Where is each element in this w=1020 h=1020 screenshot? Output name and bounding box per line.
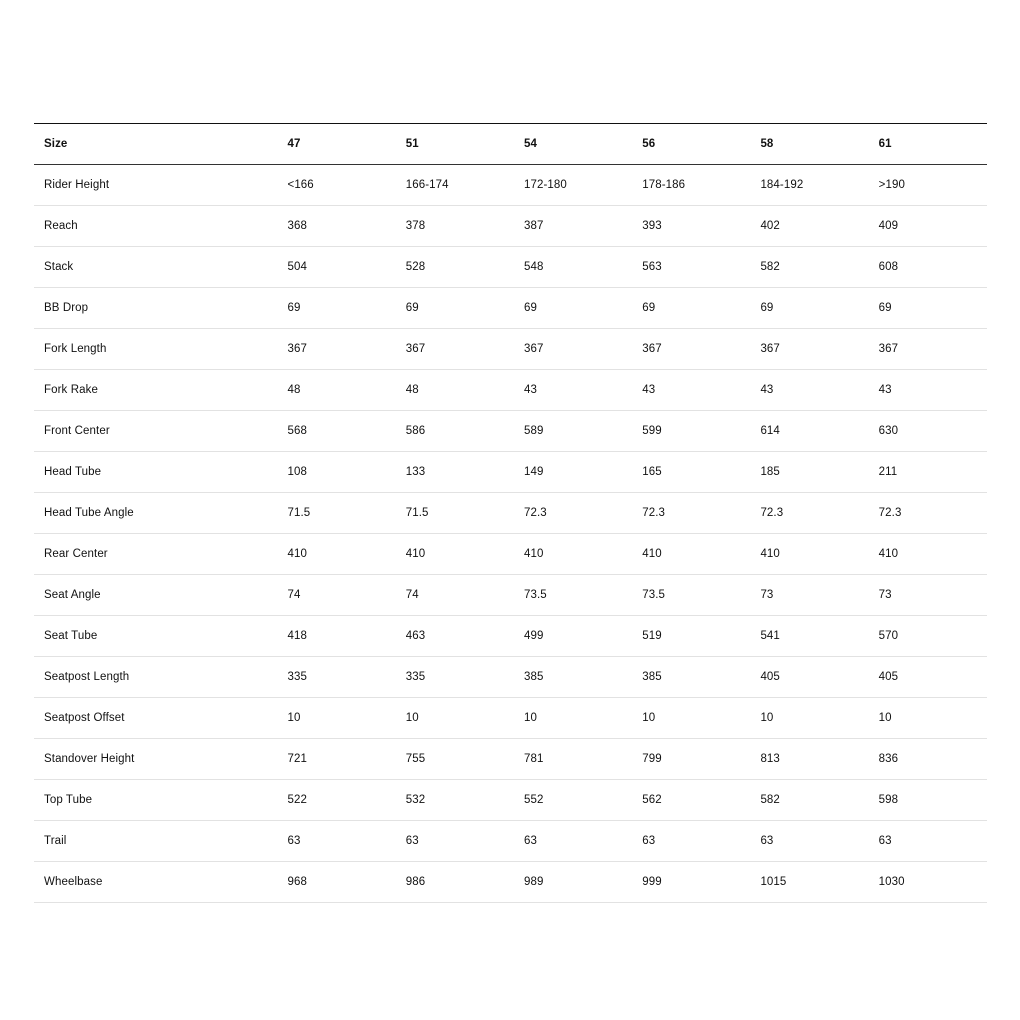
- value-cell: 367: [396, 329, 514, 370]
- table-row: [34, 247, 987, 288]
- table-row: [34, 657, 987, 698]
- row-label-cell: Fork Length: [34, 329, 278, 370]
- value-cell: 73.5: [632, 575, 750, 616]
- row-label-cell: Top Tube: [34, 780, 278, 821]
- value-cell: 367: [278, 329, 396, 370]
- value-cell: 986: [396, 862, 514, 903]
- value-cell: 367: [750, 329, 868, 370]
- value-cell: 608: [869, 247, 987, 288]
- value-cell: 48: [278, 370, 396, 411]
- table-row: [34, 534, 987, 575]
- header-cell-size-47: 47: [278, 124, 396, 165]
- value-cell: 10: [869, 698, 987, 739]
- value-cell: 968: [278, 862, 396, 903]
- table-row: [34, 862, 987, 903]
- value-cell: 405: [750, 657, 868, 698]
- header-cell-size-54: 54: [514, 124, 632, 165]
- table-row: [34, 288, 987, 329]
- row-label-cell: Stack: [34, 247, 278, 288]
- value-cell: 528: [396, 247, 514, 288]
- value-cell: 367: [632, 329, 750, 370]
- value-cell: 1015: [750, 862, 868, 903]
- value-cell: 165: [632, 452, 750, 493]
- value-cell: 402: [750, 206, 868, 247]
- value-cell: 532: [396, 780, 514, 821]
- row-label-cell: Head Tube: [34, 452, 278, 493]
- row-label-cell: Head Tube Angle: [34, 493, 278, 534]
- value-cell: 149: [514, 452, 632, 493]
- row-label-cell: Seat Tube: [34, 616, 278, 657]
- value-cell: 598: [869, 780, 987, 821]
- value-cell: 409: [869, 206, 987, 247]
- value-cell: 410: [632, 534, 750, 575]
- value-cell: 385: [632, 657, 750, 698]
- value-cell: 43: [632, 370, 750, 411]
- header-cell-size-58: 58: [750, 124, 868, 165]
- table-row: [34, 575, 987, 616]
- value-cell: 393: [632, 206, 750, 247]
- value-cell: 69: [869, 288, 987, 329]
- row-label-cell: Rear Center: [34, 534, 278, 575]
- geometry-table: [34, 123, 987, 903]
- value-cell: 367: [869, 329, 987, 370]
- row-label-cell: Fork Rake: [34, 370, 278, 411]
- table-row: [34, 698, 987, 739]
- value-cell: 836: [869, 739, 987, 780]
- table-row: [34, 411, 987, 452]
- value-cell: 1030: [869, 862, 987, 903]
- value-cell: 586: [396, 411, 514, 452]
- value-cell: 63: [514, 821, 632, 862]
- value-cell: 73: [869, 575, 987, 616]
- value-cell: 72.3: [750, 493, 868, 534]
- row-label-cell: Seat Angle: [34, 575, 278, 616]
- value-cell: 563: [632, 247, 750, 288]
- value-cell: 614: [750, 411, 868, 452]
- value-cell: 211: [869, 452, 987, 493]
- table-row: [34, 452, 987, 493]
- value-cell: 541: [750, 616, 868, 657]
- row-label-cell: Seatpost Length: [34, 657, 278, 698]
- value-cell: 172-180: [514, 165, 632, 206]
- header-row: [34, 124, 987, 165]
- value-cell: 799: [632, 739, 750, 780]
- row-label-cell: Wheelbase: [34, 862, 278, 903]
- table-body: [34, 165, 987, 903]
- value-cell: 522: [278, 780, 396, 821]
- row-label-cell: Reach: [34, 206, 278, 247]
- value-cell: 570: [869, 616, 987, 657]
- value-cell: 10: [514, 698, 632, 739]
- value-cell: 43: [514, 370, 632, 411]
- value-cell: 73: [750, 575, 868, 616]
- header-cell-size-61: 61: [869, 124, 987, 165]
- value-cell: 721: [278, 739, 396, 780]
- table-row: [34, 370, 987, 411]
- value-cell: 43: [869, 370, 987, 411]
- value-cell: >190: [869, 165, 987, 206]
- value-cell: 63: [396, 821, 514, 862]
- header-cell-size: Size: [34, 124, 278, 165]
- value-cell: 133: [396, 452, 514, 493]
- value-cell: 589: [514, 411, 632, 452]
- value-cell: 108: [278, 452, 396, 493]
- value-cell: 582: [750, 247, 868, 288]
- row-label-cell: Rider Height: [34, 165, 278, 206]
- value-cell: 185: [750, 452, 868, 493]
- value-cell: 184-192: [750, 165, 868, 206]
- table-row: [34, 493, 987, 534]
- value-cell: 63: [869, 821, 987, 862]
- value-cell: 599: [632, 411, 750, 452]
- value-cell: 367: [514, 329, 632, 370]
- header-cell-size-51: 51: [396, 124, 514, 165]
- value-cell: 69: [278, 288, 396, 329]
- value-cell: 43: [750, 370, 868, 411]
- header-cell-size-56: 56: [632, 124, 750, 165]
- value-cell: 10: [396, 698, 514, 739]
- table-row: [34, 616, 987, 657]
- value-cell: 755: [396, 739, 514, 780]
- value-cell: 410: [396, 534, 514, 575]
- value-cell: 568: [278, 411, 396, 452]
- value-cell: <166: [278, 165, 396, 206]
- value-cell: 69: [396, 288, 514, 329]
- value-cell: 74: [278, 575, 396, 616]
- table-row: [34, 329, 987, 370]
- value-cell: 499: [514, 616, 632, 657]
- value-cell: 504: [278, 247, 396, 288]
- value-cell: 562: [632, 780, 750, 821]
- value-cell: 10: [278, 698, 396, 739]
- value-cell: 989: [514, 862, 632, 903]
- value-cell: 335: [278, 657, 396, 698]
- value-cell: 999: [632, 862, 750, 903]
- value-cell: 387: [514, 206, 632, 247]
- value-cell: 781: [514, 739, 632, 780]
- value-cell: 71.5: [396, 493, 514, 534]
- value-cell: 74: [396, 575, 514, 616]
- value-cell: 552: [514, 780, 632, 821]
- value-cell: 410: [278, 534, 396, 575]
- row-label-cell: Trail: [34, 821, 278, 862]
- value-cell: 405: [869, 657, 987, 698]
- value-cell: 69: [514, 288, 632, 329]
- row-label-cell: Standover Height: [34, 739, 278, 780]
- value-cell: 69: [632, 288, 750, 329]
- value-cell: 10: [750, 698, 868, 739]
- value-cell: 166-174: [396, 165, 514, 206]
- row-label-cell: Front Center: [34, 411, 278, 452]
- value-cell: 630: [869, 411, 987, 452]
- value-cell: 72.3: [869, 493, 987, 534]
- geometry-table-container: [34, 123, 987, 903]
- value-cell: 582: [750, 780, 868, 821]
- row-label-cell: BB Drop: [34, 288, 278, 329]
- value-cell: 385: [514, 657, 632, 698]
- value-cell: 72.3: [632, 493, 750, 534]
- table-header: [34, 124, 987, 165]
- value-cell: 548: [514, 247, 632, 288]
- table-row: [34, 780, 987, 821]
- value-cell: 410: [750, 534, 868, 575]
- value-cell: 10: [632, 698, 750, 739]
- value-cell: 178-186: [632, 165, 750, 206]
- value-cell: 378: [396, 206, 514, 247]
- table-row: [34, 165, 987, 206]
- table-row: [34, 739, 987, 780]
- row-label-cell: Seatpost Offset: [34, 698, 278, 739]
- value-cell: 519: [632, 616, 750, 657]
- value-cell: 63: [278, 821, 396, 862]
- value-cell: 73.5: [514, 575, 632, 616]
- value-cell: 63: [632, 821, 750, 862]
- value-cell: 418: [278, 616, 396, 657]
- value-cell: 368: [278, 206, 396, 247]
- table-row: [34, 821, 987, 862]
- value-cell: 813: [750, 739, 868, 780]
- value-cell: 410: [869, 534, 987, 575]
- value-cell: 335: [396, 657, 514, 698]
- value-cell: 69: [750, 288, 868, 329]
- table-row: [34, 206, 987, 247]
- value-cell: 72.3: [514, 493, 632, 534]
- value-cell: 71.5: [278, 493, 396, 534]
- value-cell: 463: [396, 616, 514, 657]
- value-cell: 410: [514, 534, 632, 575]
- value-cell: 63: [750, 821, 868, 862]
- value-cell: 48: [396, 370, 514, 411]
